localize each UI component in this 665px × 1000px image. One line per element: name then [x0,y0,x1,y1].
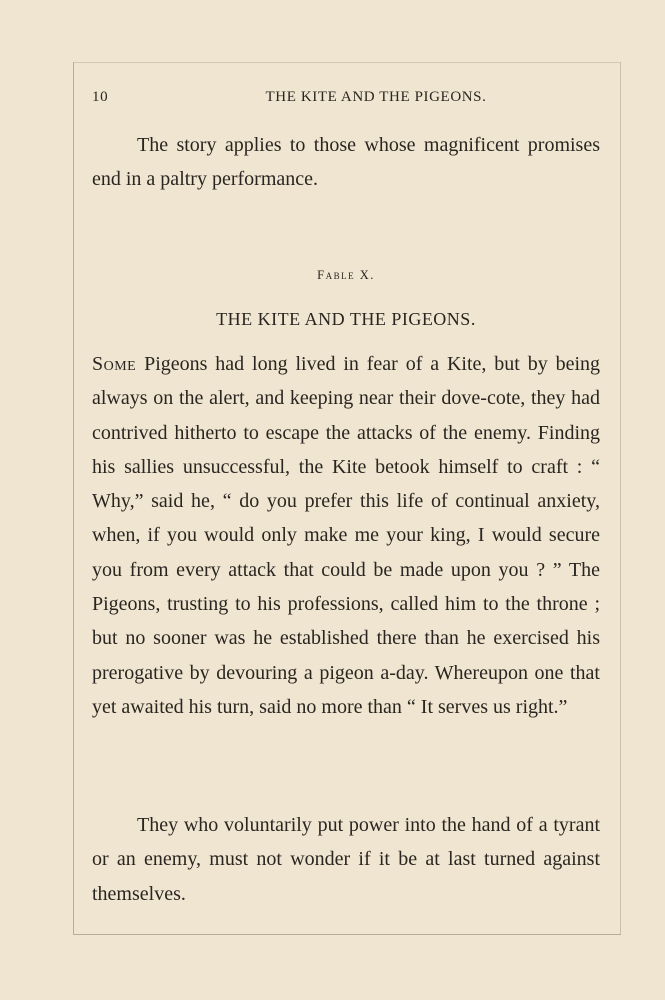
previous-fable-moral: The story applies to those whose magnificent promises end in a paltry performance. [92,134,600,191]
page-frame-left [73,62,74,934]
page-frame-top [73,62,621,63]
running-title: THE KITE AND THE PIGEONS. [265,89,487,105]
page-frame-right [620,62,621,934]
fable-number: Fable X. [317,268,375,282]
fable-body-text: Pigeons had long lived in fear of a Kite, but by being always on the alert, and keeping near their dove-cote, they had contrived hitherto to escape the attacks of the enemy. Finding his sallies unsuccessful, the Kite betook himself to craft : “ Why,” said he, “ do you prefer this life of continual anxiety, when, if you would only make me your king, I would secure you from every attack that could be made upon you ? ” The Pigeons, trusting to his professions, called him to the throne ; but no sooner was he established there than he exercised his prerogative by devouring a pigeon a-day. Whereupon one that yet awaited his turn, said no more than “ It serves us right.” [92,353,600,718]
fable-body [92,347,600,724]
fable-lead-word: Some [92,353,137,375]
page-number: 10 [92,89,109,105]
fable-title: THE KITE AND THE PIGEONS. [216,309,476,329]
fable-moral: They who voluntarily put power into the hand of a tyrant or an enemy, must not wonder if it be at last turned against themselves. [92,814,600,905]
running-head [92,89,600,111]
page-frame-bottom [73,934,621,935]
